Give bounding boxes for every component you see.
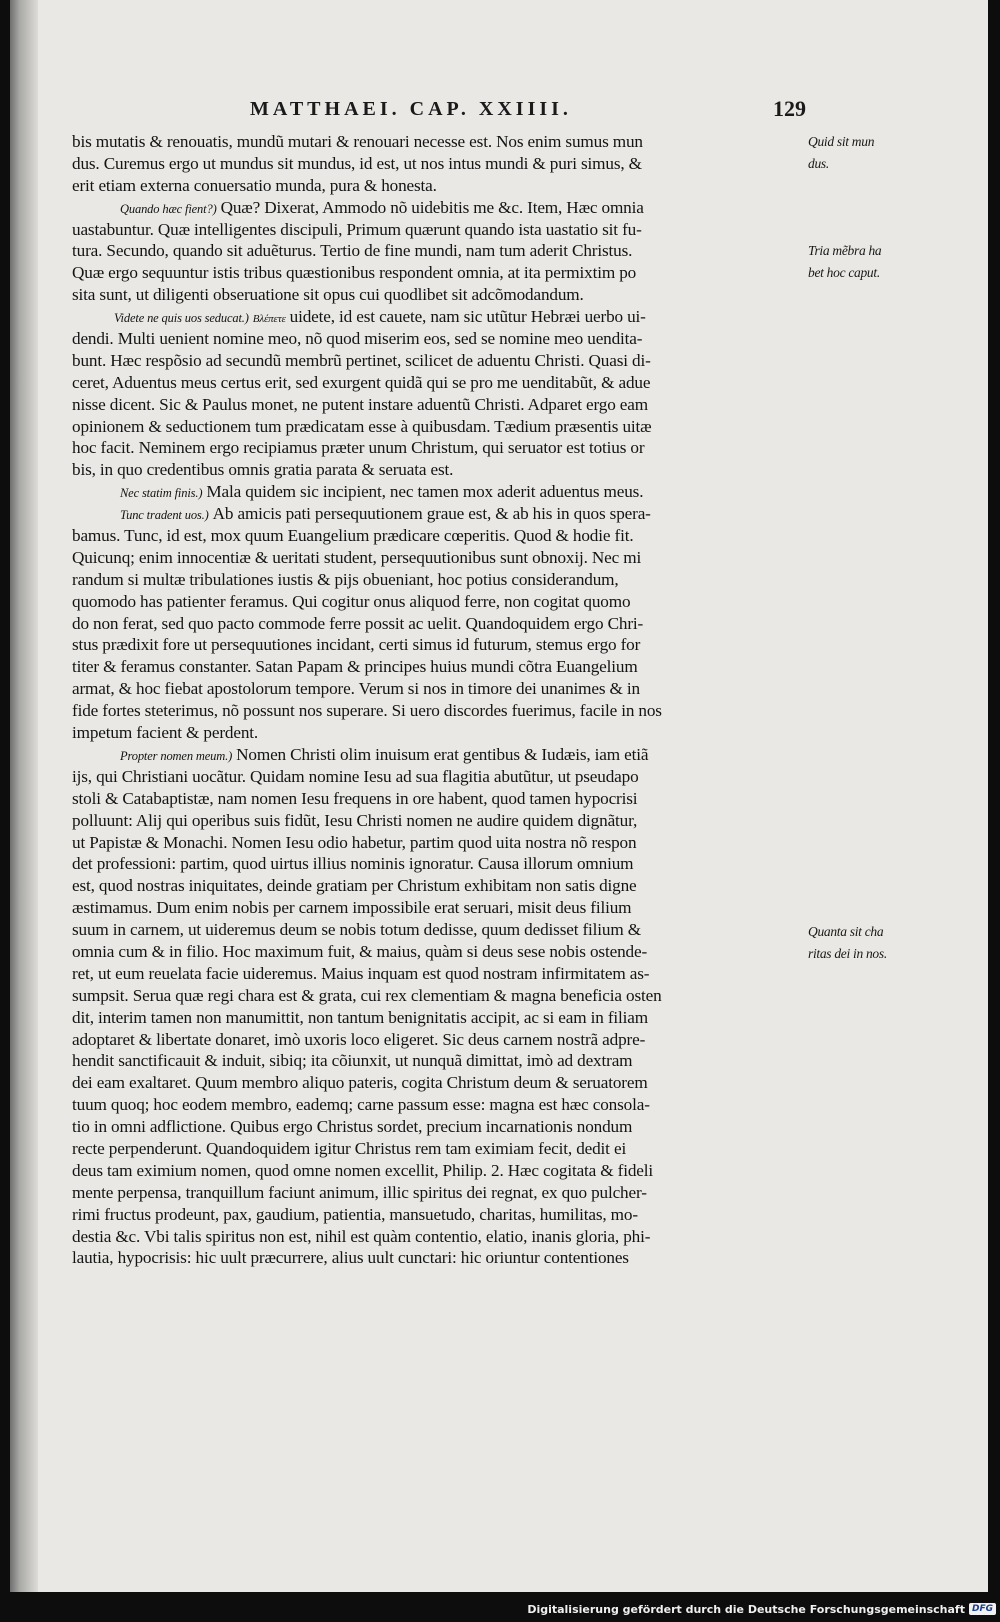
- text-line: [72, 766, 802, 788]
- text-line: [72, 722, 802, 744]
- text-line: [72, 832, 802, 854]
- line-text: polluunt: Alij qui operibus suis fidũt, Iesu Christi nomen ne audire quidem dignãtur,: [72, 810, 638, 830]
- text-line: [72, 416, 802, 438]
- text-line: [72, 131, 802, 153]
- text-line: [72, 678, 802, 700]
- text-line: [72, 1182, 802, 1204]
- text-line: [72, 197, 802, 219]
- lemma: Propter nomen meum.): [120, 748, 233, 763]
- line-text: stus prædixit fore ut persequutiones incidant, certi simus id futurum, stemus ergo for: [72, 635, 641, 655]
- text-line: [72, 503, 802, 525]
- line-text: deus tam eximium nomen, quod omne nomen excellit, Philip. 2. Hæc cogitata & fideli: [72, 1160, 654, 1180]
- dfg-logo: DFG: [969, 1603, 996, 1615]
- page-header: [250, 98, 806, 126]
- line-text: nisse dicent. Sic & Paulus monet, ne putent instare aduentũ Christi. Adparet ergo eam: [72, 394, 648, 414]
- funding-notice: Digitalisierung gefördert durch die Deutsche Forschungsgemeinschaft: [527, 1602, 965, 1616]
- line-text: Ab amicis pati persequutionem graue est, & ab his in quos spera-: [212, 504, 651, 524]
- line-text: stoli & Catabaptistæ, nam nomen Iesu frequens in ore habent, quod tamen hypocrisi: [72, 788, 638, 808]
- text-line: [72, 372, 802, 394]
- text-line: [72, 875, 802, 897]
- margin-note: [808, 921, 918, 965]
- lemma: Videte ne quis uos seducat.): [114, 311, 249, 326]
- text-line: [72, 1226, 802, 1248]
- line-text: fide fortes steterimus, nõ possunt nos superare. Si uero discordes fuerimus, facile in nos: [72, 701, 662, 721]
- line-text: Mala quidem sic incipient, nec tamen mox aderit aduentus meus.: [206, 482, 644, 502]
- line-text: lautia, hypocrisis: hic uult præcurrere, alius uult cunctari: hic oriuntur contentiones: [72, 1248, 629, 1268]
- text-line: [72, 1138, 802, 1160]
- line-text: sita sunt, ut diligenti obseruatione sit opus cui quodlibet sit adcõmodandum.: [72, 285, 584, 305]
- line-text: opinionem & seductionem tum prædicatam esse à quibusdam. Tædium præsentis uitæ: [72, 416, 652, 436]
- line-text: sumpsit. Serua quæ regi chara est & grata, cui rex clementiam & magna beneficia osten: [72, 985, 662, 1005]
- line-text: hendit sanctificauit & induit, sibiq; ita cõiunxit, ut nunquã dimittat, imò ad dextram: [72, 1051, 633, 1071]
- text-line: [72, 437, 802, 459]
- line-text: dus. Curemus ergo ut mundus sit mundus, id est, ut nos intus mundi & puri simus, &: [72, 153, 642, 173]
- text-line: [72, 328, 802, 350]
- line-text: randum si multæ tribulationes iustis & pijs obueniant, hoc potius considerandum,: [72, 569, 619, 589]
- folio-number: 129: [773, 96, 806, 121]
- margin-note: [808, 131, 918, 175]
- text-line: [72, 1050, 802, 1072]
- text-line: [72, 306, 802, 328]
- text-line: [72, 810, 802, 832]
- line-text: recte perpenderunt. Quandoquidem igitur Christus rem tam eximiam fecit, dedit ei: [72, 1138, 627, 1158]
- text-line: [72, 262, 802, 284]
- text-line: [72, 1072, 802, 1094]
- text-line: [72, 350, 802, 372]
- text-line: [72, 1204, 802, 1226]
- text-line: [72, 459, 802, 481]
- line-text: dendi. Multi uenient nomine meo, nõ quod miserim eos, sed se nomine meo uendita-: [72, 329, 643, 349]
- text-line: [72, 613, 802, 635]
- margin-note-line: ritas dei in nos.: [808, 945, 887, 961]
- text-line: [72, 1007, 802, 1029]
- digitization-footer: [527, 1599, 996, 1619]
- text-line: [72, 175, 802, 197]
- line-text: det professioni: partim, quod uirtus illius nominis ignoratur. Causa illorum omnium: [72, 854, 634, 874]
- margin-note-line: dus.: [808, 155, 829, 171]
- line-text: armat, & hoc fiebat apostolorum tempore. Verum si nos in timore dei unanimes & in: [72, 679, 640, 699]
- line-text: destia &c. Vbi talis spiritus non est, nihil est quàm contentio, elatio, inanis gloria, phi-: [72, 1226, 651, 1246]
- line-text: do non ferat, sed quo pacto commode ferre possit ac uelit. Quandoquidem ergo Chri-: [72, 613, 644, 633]
- margin-note-line: Quid sit mun: [808, 134, 875, 149]
- line-text: ceret, Aduentus meus certus erit, sed exurgent quidã qui se pro me uenditabũt, & adue: [72, 372, 651, 392]
- text-line: [72, 591, 802, 613]
- text-line: [72, 240, 802, 262]
- text-line: [72, 941, 802, 963]
- line-text: mente perpensa, tranquillum faciunt animum, illic spiritus dei regnat, ex quo pulcher-: [72, 1182, 647, 1202]
- text-line: [72, 481, 802, 503]
- line-text: bamus. Tunc, id est, mox quum Euangelium prædicare cœperitis. Quod & hodie fit.: [72, 526, 634, 546]
- line-text: dit, interim tamen non manumittit, non tantum benignitatis accipit, ac si eam in filiam: [72, 1007, 648, 1027]
- line-text: Quæ ergo sequuntur istis tribus quæstionibus respondent omnia, at ita permixtim po: [72, 263, 637, 283]
- text-line: [72, 919, 802, 941]
- line-text: dei eam exaltaret. Quum membro aliquo pateris, cogita Christum deum & seruatorem: [72, 1073, 648, 1093]
- text-line: [72, 744, 802, 766]
- line-text: rimi fructus prodeunt, pax, gaudium, patientia, mansuetudo, charitas, humilitas, mo-: [72, 1204, 638, 1224]
- margin-note-line: Tria mẽbra ha: [808, 243, 882, 258]
- text-line: [72, 634, 802, 656]
- lemma: Quando hæc fient?): [120, 201, 217, 216]
- text-line: [72, 547, 802, 569]
- line-text: titer & feramus constanter. Satan Papam & principes huius mundi cõtra Euangelium: [72, 657, 638, 677]
- line-text: Nomen Christi olim inuisum erat gentibus & Iudæis, iam etiã: [236, 744, 649, 764]
- line-text: bunt. Hæc respõsio ad secundũ membrũ pertinet, scilicet de aduentu Christi. Quasi di-: [72, 350, 651, 370]
- text-line: [72, 284, 802, 306]
- line-text: suum in carnem, ut uideremus deum se nobis totum dedisse, quum dedisset filium &: [72, 920, 641, 940]
- text-line: [72, 394, 802, 416]
- text-line: [72, 525, 802, 547]
- text-line: [72, 700, 802, 722]
- margin-note-line: bet hoc caput.: [808, 264, 880, 280]
- line-text: impetum facient & perdent.: [72, 723, 259, 743]
- line-text: adoptaret & libertate donaret, imò uxoris loco eligeret. Sic deus carnem nostrã adpre-: [72, 1029, 646, 1049]
- line-text: ut Papistæ & Monachi. Nomen Iesu odio habetur, partim quod uita nostra nõ respon: [72, 832, 637, 852]
- line-text: erit etiam externa conuersatio munda, pura & honesta.: [72, 175, 437, 195]
- line-text: quomodo has patienter feramus. Qui cogitur onus aliquod ferre, non cogitat quomo: [72, 591, 631, 611]
- line-text: Quæ? Dixerat, Ammodo nõ uidebitis me &c. Item, Hæc omnia: [220, 197, 644, 217]
- greek-word: Βλέπετε: [252, 313, 286, 326]
- line-text: ret, ut eum reuelata facie uideremus. Maius inquam est quod nostram infirmitatem as-: [72, 963, 650, 983]
- text-line: [72, 153, 802, 175]
- text-line: [72, 985, 802, 1007]
- line-text: bis, in quo credentibus omnis gratia parata & seruata est.: [72, 460, 454, 480]
- text-line: [72, 569, 802, 591]
- text-line: [72, 1029, 802, 1051]
- line-text: tura. Secundo, quando sit aduẽturus. Tertio de fine mundi, nam tum aderit Christus.: [72, 241, 633, 261]
- text-line: [72, 656, 802, 678]
- lemma: Nec statim finis.): [120, 486, 203, 501]
- line-text: est, quod nostras iniquitates, deinde gratiam per Christum exhibitam non satis digne: [72, 876, 637, 896]
- text-line: [72, 1160, 802, 1182]
- text-line: [72, 1116, 802, 1138]
- text-line: [72, 1094, 802, 1116]
- running-head: MATTHAEI. CAP. XXIIII.: [250, 98, 572, 120]
- body-text: [72, 131, 802, 1269]
- margin-note: [808, 240, 918, 284]
- text-line: [72, 853, 802, 875]
- line-text: tio in omni adflictione. Quibus ergo Christus sordet, precium incarnationis nondum: [72, 1117, 633, 1137]
- line-text: hoc facit. Neminem ergo recipiamus præter unum Christum, qui seruator est totius or: [72, 438, 645, 458]
- text-line: [72, 788, 802, 810]
- text-line: [72, 219, 802, 241]
- line-text: uastabuntur. Quæ intelligentes discipuli, Primum quærunt quando ista uastatio sit fu-: [72, 219, 642, 239]
- line-text: æstimamus. Dum enim nobis per carnem impossibile erat seruari, misit deus filium: [72, 898, 632, 918]
- text-line: [72, 963, 802, 985]
- line-text: bis mutatis & renouatis, mundũ mutari & renouari necesse est. Nos enim sumus mun: [72, 132, 643, 151]
- lemma: Tunc tradent uos.): [120, 508, 209, 523]
- line-text: ijs, qui Christiani uocãtur. Quidam nomine Iesu ad sua flagitia abutũtur, ut pseudapo: [72, 766, 639, 786]
- book-page: [10, 0, 988, 1592]
- margin-note-line: Quanta sit cha: [808, 924, 884, 939]
- text-line: [72, 1247, 802, 1269]
- text-line: [72, 897, 802, 919]
- line-text: omnia cum & in filio. Hoc maximum fuit, & maius, quàm si deus sese nobis ostende-: [72, 941, 648, 961]
- line-text: uidete, id est cauete, nam sic utũtur Hebræi uerbo ui-: [289, 307, 646, 327]
- line-text: tuum quoq; hoc eodem membro, eademq; carne passum esse: magna est hæc consola-: [72, 1095, 650, 1115]
- line-text: Quicunq; enim innocentiæ & ueritati student, persequutionibus sunt obnoxij. Nec mi: [72, 547, 642, 567]
